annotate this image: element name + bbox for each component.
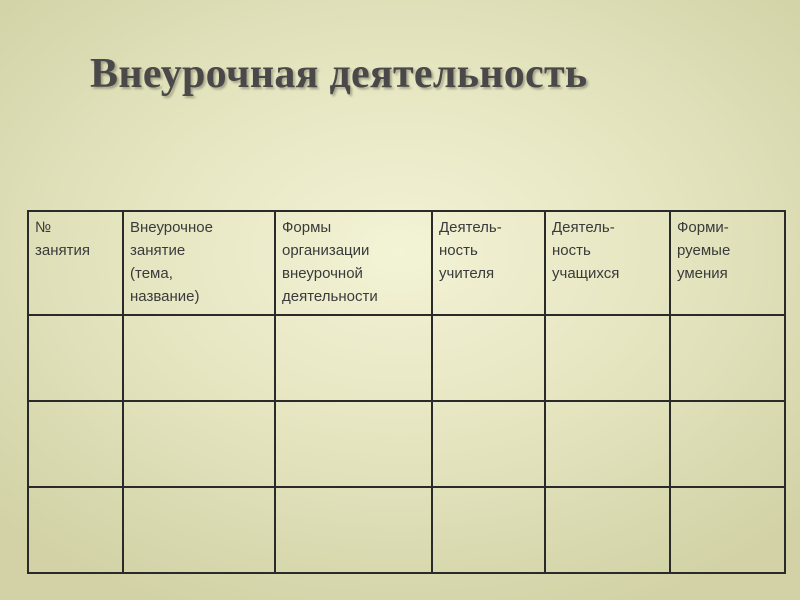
table-cell[interactable]	[545, 315, 670, 401]
table-cell[interactable]	[432, 315, 545, 401]
table-cell[interactable]	[275, 401, 432, 487]
header-cell-student-activity	[545, 211, 670, 315]
header-line: умения	[677, 265, 728, 282]
header-line: руемые	[677, 242, 731, 259]
header-line: Деятель-	[439, 219, 502, 236]
table-cell[interactable]	[28, 315, 123, 401]
header-cell-activity	[123, 211, 275, 315]
table-cell[interactable]	[275, 315, 432, 401]
header-line: (тема,	[130, 265, 173, 282]
header-line: занятие	[130, 242, 186, 259]
table-cell[interactable]	[670, 487, 785, 573]
header-line: занятия	[35, 242, 90, 259]
table-cell[interactable]	[275, 487, 432, 573]
table-cell[interactable]	[670, 401, 785, 487]
header-line: Деятель-	[552, 219, 615, 236]
header-line: внеурочной	[282, 265, 363, 282]
table-row	[28, 401, 785, 487]
header-line: Внеурочное	[130, 219, 213, 236]
table-row	[28, 315, 785, 401]
header-line: Форми-	[677, 219, 729, 236]
header-cell-teacher-activity	[432, 211, 545, 315]
header-line: №	[35, 219, 52, 236]
header-line: учителя	[439, 265, 495, 282]
table-header-row	[28, 211, 785, 315]
table-cell[interactable]	[123, 487, 275, 573]
table-cell[interactable]	[28, 487, 123, 573]
table-cell[interactable]	[545, 487, 670, 573]
table-cell[interactable]	[670, 315, 785, 401]
header-line: организации	[282, 242, 370, 259]
header-line: название)	[130, 288, 200, 305]
table-cell[interactable]	[123, 401, 275, 487]
table-cell[interactable]	[432, 401, 545, 487]
table-cell[interactable]	[123, 315, 275, 401]
header-line: Формы	[282, 219, 332, 236]
table-cell[interactable]	[545, 401, 670, 487]
header-line: учащихся	[552, 265, 620, 282]
header-cell-lesson-number	[28, 211, 123, 315]
table-row	[28, 487, 785, 573]
header-cell-forms	[275, 211, 432, 315]
header-cell-skills	[670, 211, 785, 315]
header-line: деятельности	[282, 288, 378, 305]
table-cell[interactable]	[432, 487, 545, 573]
slide-title: Внеурочная деятельность	[90, 51, 588, 97]
header-line: ность	[439, 242, 478, 259]
activity-table	[27, 210, 786, 574]
header-line: ность	[552, 242, 591, 259]
table-cell[interactable]	[28, 401, 123, 487]
